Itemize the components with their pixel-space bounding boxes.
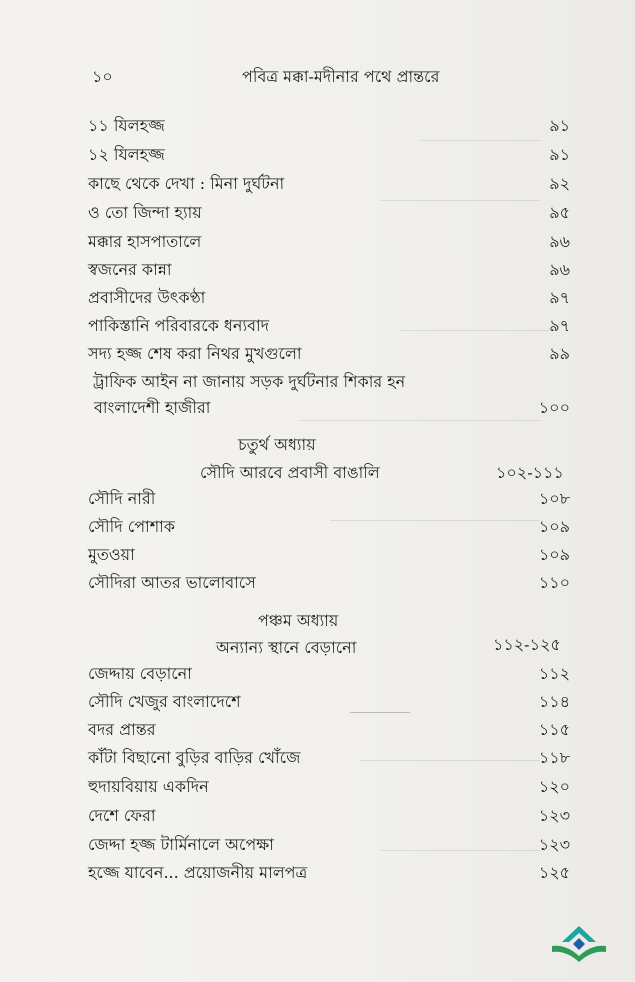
toc-entry-title: ১১ যিলহজ্জ (88, 116, 165, 135)
toc-entry-page: ১০৯ (538, 517, 570, 536)
toc-entry (88, 256, 570, 284)
toc-entry-title: সৌদিরা আতর ভালোবাসে (88, 573, 256, 592)
toc-entry-title: মক্কার হাসপাতালে (88, 232, 202, 251)
toc-entry (88, 859, 570, 887)
toc-entry-page: ৯৫ (549, 203, 570, 222)
toc-entry-page: ৯১ (549, 116, 570, 135)
toc-entry-title: হুদায়বিয়ায় একদিন (88, 777, 209, 796)
toc-entry-page: ৯৬ (549, 260, 570, 279)
toc-entry-page: ৯৯ (549, 344, 570, 363)
toc-entry (88, 340, 570, 368)
toc-entry-title: ও তো জিন্দা হ্যায় (88, 203, 202, 222)
toc-entry (88, 569, 570, 597)
toc-entry-page: ৯২ (549, 174, 570, 193)
toc-entry-line1 (93, 368, 570, 396)
toc-entry-page: ১০৯ (538, 545, 570, 564)
toc-entry (88, 802, 570, 830)
chapter4-title: সৌদি আরবে প্রবাসী বাঙালি (200, 463, 380, 482)
toc-entry-title: পাকিস্তানি পরিবারকে ধন্যবাদ (88, 316, 270, 335)
chapter4-range: ১০২-১১১ (496, 463, 564, 482)
book-title: পবিত্র মক্কা-মদীনার পথে প্রান্তরে (242, 67, 440, 86)
toc-entry (88, 141, 570, 169)
toc-entry (88, 485, 570, 513)
toc-entry (88, 312, 570, 340)
toc-entry (88, 513, 570, 541)
chapter4-label: চতুর্থ অধ্যায় (238, 435, 316, 454)
toc-entry-page: ১২০ (538, 777, 570, 796)
toc-entry-title: জেদ্দায় বেড়ানো (88, 664, 192, 683)
toc-entry-title: বদর প্রান্তর (88, 720, 156, 739)
chapter5-label: পঞ্চম অধ্যায় (258, 611, 339, 630)
toc-entry (88, 688, 570, 716)
toc-entry-page: ৯৭ (549, 288, 570, 307)
toc-entry-page: ১২৫ (538, 863, 570, 882)
toc-entry (88, 773, 570, 801)
toc-entry-page: ১০০ (538, 398, 570, 417)
toc-entry (88, 170, 570, 198)
toc-entry-title: প্রবাসীদের উৎকণ্ঠা (88, 288, 206, 307)
toc-entry (88, 199, 570, 227)
toc-entry-title: ১২ যিলহজ্জ (88, 145, 165, 164)
toc-entry-page: ১১৪ (538, 692, 570, 711)
toc-entry-title: জেদ্দা হজ্জ টার্মিনালে অপেক্ষা (88, 835, 274, 854)
toc-entry-title: দেশে ফেরা (88, 806, 156, 825)
toc-entry (88, 831, 570, 859)
toc-entry-page: ১০৮ (538, 489, 570, 508)
toc-entry (88, 112, 570, 140)
toc-entry-page: ৯৭ (549, 316, 570, 335)
toc-entry (88, 660, 570, 688)
toc-entry-page: ১১০ (538, 573, 570, 592)
toc-entry-page: ৯১ (549, 145, 570, 164)
toc-entry-page: ১১২ (538, 664, 570, 683)
toc-entry-title: হজ্জে যাবেন... প্রয়োজনীয় মালপত্র (88, 863, 308, 882)
toc-entry-title: সৌদি পোশাক (88, 517, 176, 536)
page-number: ১০ (92, 67, 113, 86)
running-header (92, 64, 562, 88)
toc-entry-page: ১১৫ (538, 720, 570, 739)
toc-entry-title: স্বজনের কান্না (88, 260, 172, 279)
toc-entry-title: কাছে থেকে দেখা : মিনা দুর্ঘটনা (88, 174, 285, 193)
toc-entry-page: ১২৩ (538, 806, 570, 825)
toc-entry-page: ১২৩ (538, 835, 570, 854)
toc-entry (88, 744, 570, 772)
toc-entry (88, 716, 570, 744)
toc-entry-title: সৌদি খেজুর বাংলাদেশে (88, 692, 241, 711)
toc-entry (88, 228, 570, 256)
toc-entry-title: ট্রাফিক আইন না জানায় সড়ক দুর্ঘটনার শিকার হন (93, 372, 406, 391)
toc-entry (88, 541, 570, 569)
open-book-roof-icon (548, 922, 610, 966)
chapter5-title: অন্যান্য স্থানে বেড়ানো (216, 638, 357, 657)
toc-entry-title: সদ্য হজ্জ শেষ করা নিথর মুখগুলো (88, 344, 302, 363)
toc-entry-title: বাংলাদেশী হাজীরা (94, 398, 211, 417)
toc-entry-title: কাঁটা বিছানো বুড়ির বাড়ির খোঁজে (88, 748, 301, 767)
toc-entry (88, 284, 570, 312)
toc-entry (88, 394, 570, 422)
chapter5-range: ১১২-১২৫ (493, 635, 561, 654)
toc-entry-page: ১১৮ (538, 748, 570, 767)
toc-entry-title: সৌদি নারী (88, 489, 156, 508)
toc-entry-title: মুতওয়া (88, 545, 135, 564)
toc-entry-page: ৯৬ (549, 232, 570, 251)
